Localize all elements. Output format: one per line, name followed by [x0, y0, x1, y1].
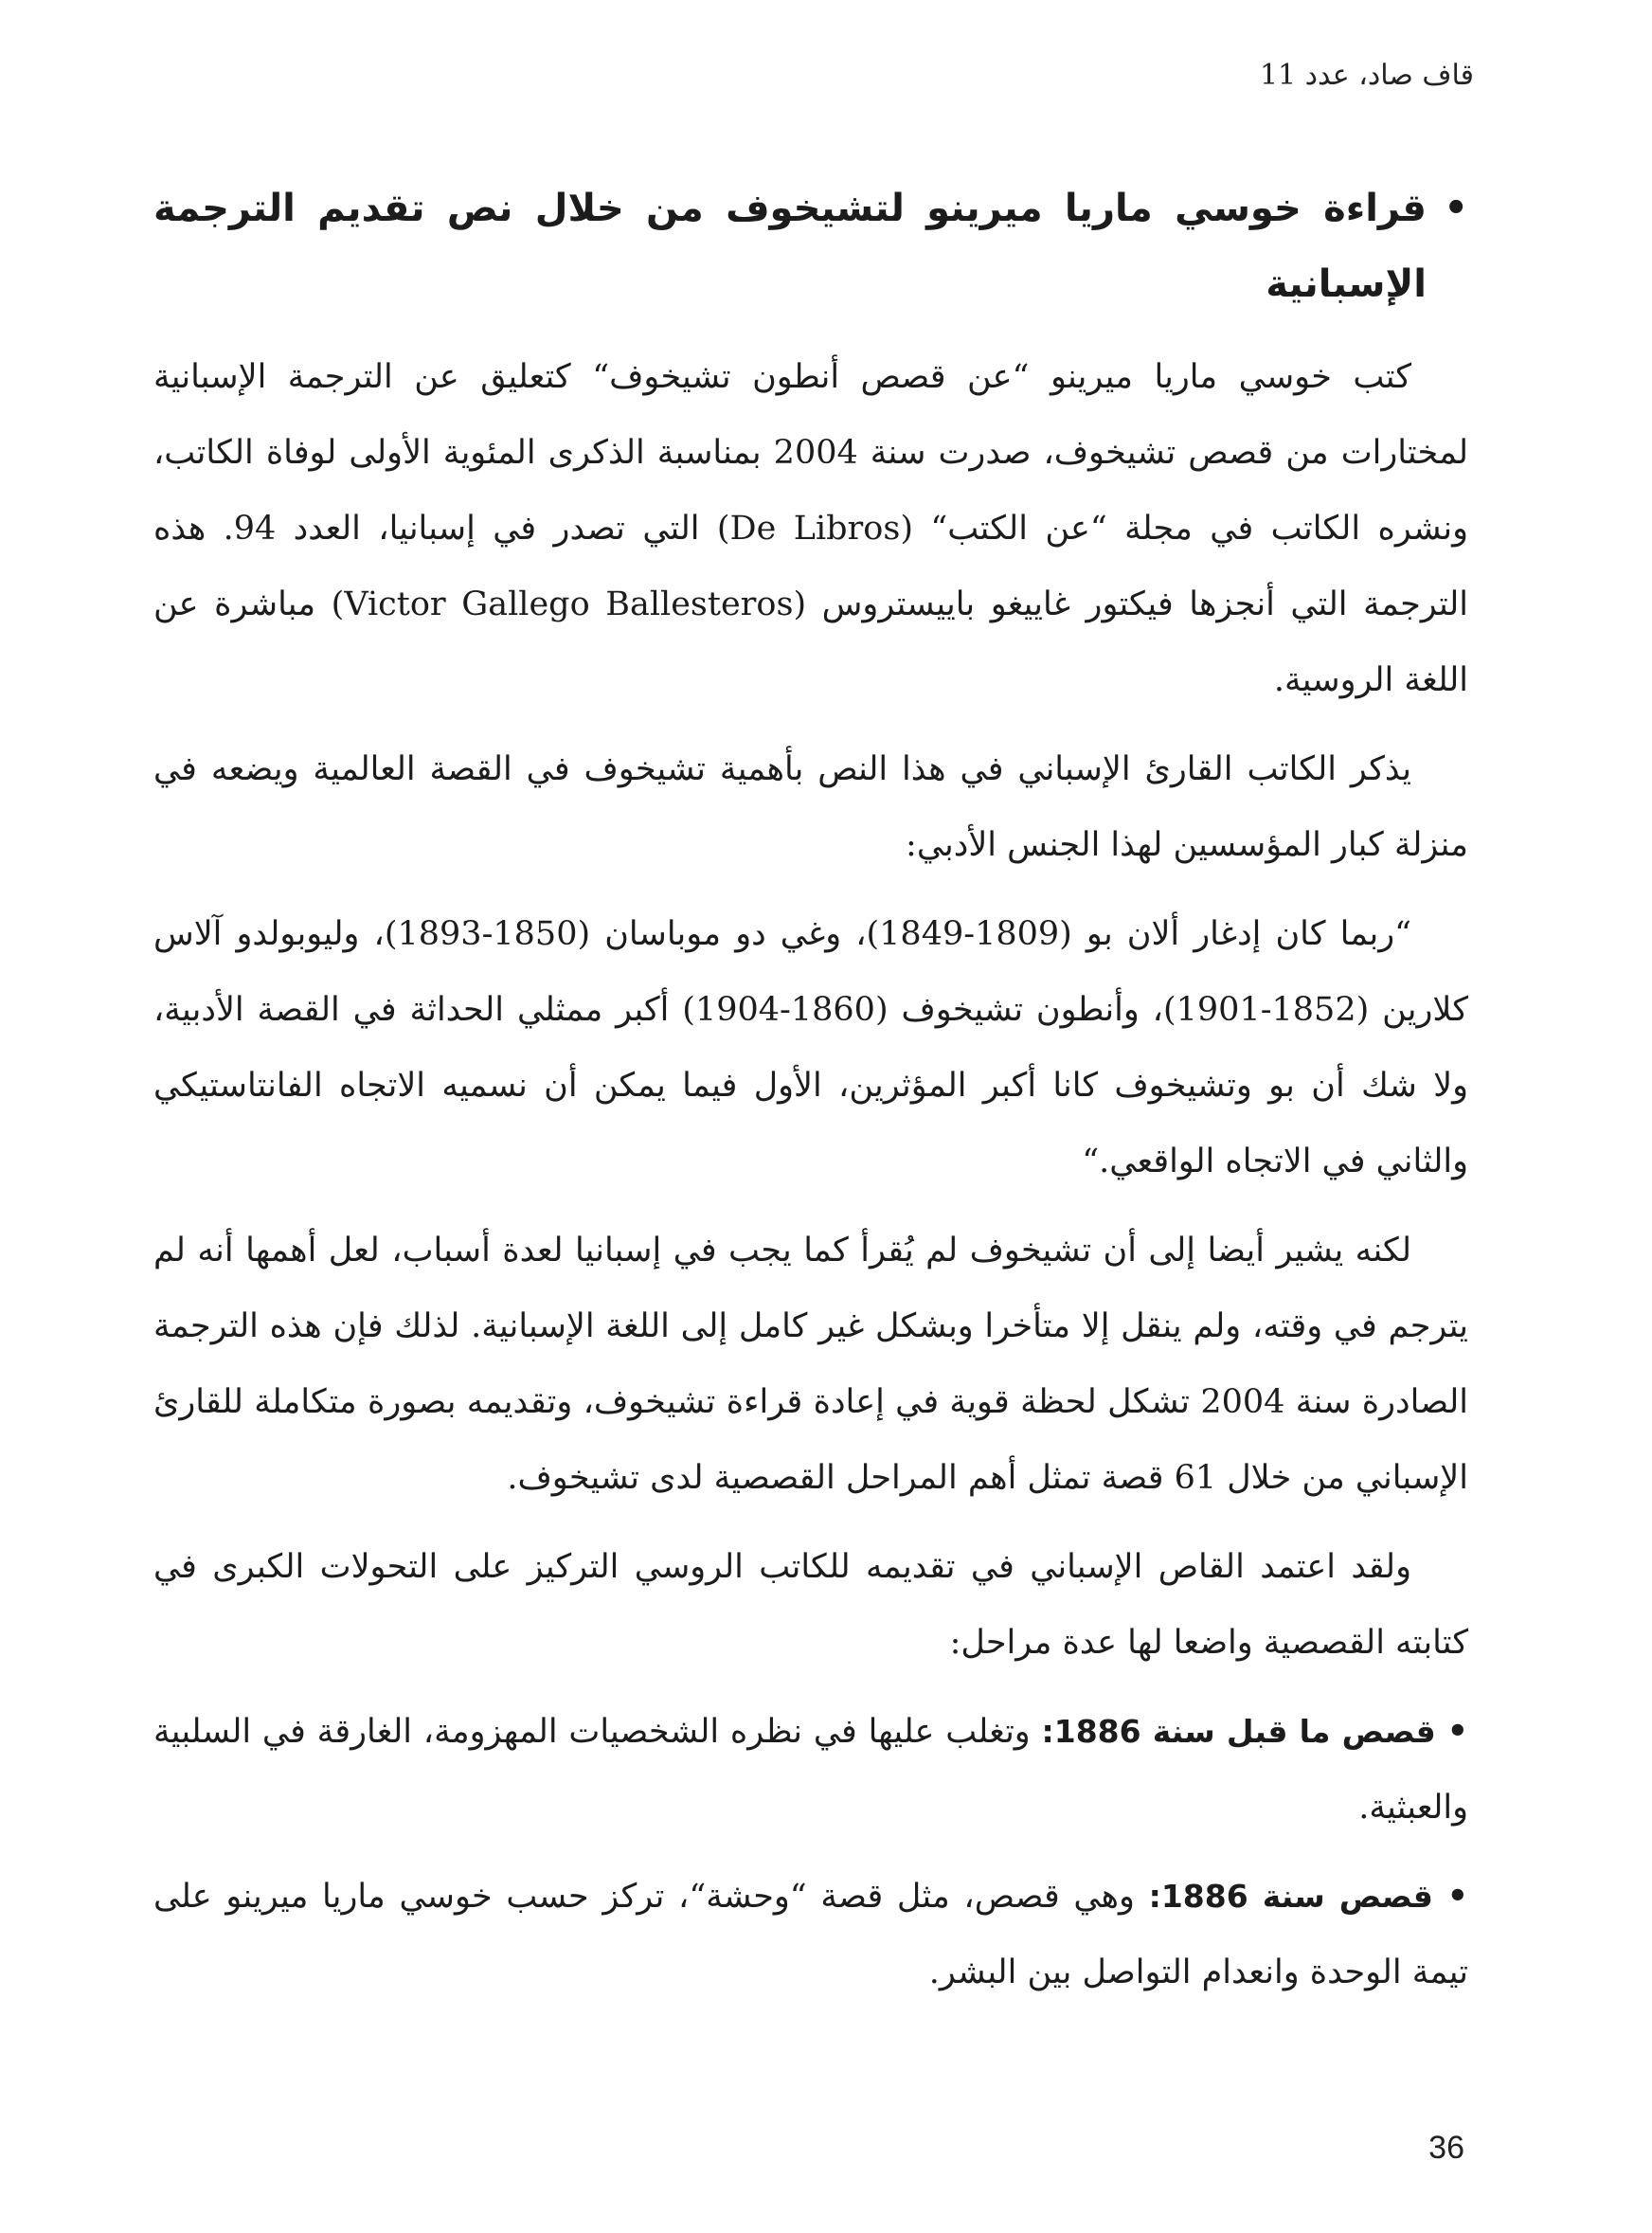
list-item-text: وهي قصص، مثل قصة “وحشة“، تركز حسب خوسي ماريا ميرينو على تيمة الوحدة وانعدام التواصل بين البشر. [153, 1878, 1468, 1991]
page-body [153, 171, 1468, 2024]
section-heading-text: قراءة خوسي ماريا ميرينو لتشيخوف من خلال نص تقديم الترجمة الإسبانية [153, 187, 1427, 306]
paragraph-intro: كتب خوسي ماريا ميرينو “عن قصص أنطون تشيخوف“ كتعليق عن الترجمة الإسبانية لمختارات من قصص تشيخوف، صدرت سنة 2004 بمناسبة الذكرى المئوية الأولى لوفاة الكاتب، ونشره الكاتب في مجلة “عن الكتب“ (De Libros) التي تصدر في إسبانيا، العدد 94. هذه الترجمة التي أنجزها فيكتور غاييغو باييستروس (Victor Gallego Ballesteros) مباشرة عن اللغة الروسية. [153, 358, 1468, 699]
section-heading [153, 171, 1468, 322]
heading-bullet: • [1444, 187, 1468, 230]
list-bullet: • [1446, 1878, 1468, 1916]
list-bullet: • [1446, 1713, 1468, 1751]
paragraph-stages-intro: ولقد اعتمد القاص الإسباني في تقديمه للكاتب الروسي التركيز على التحولات الكبرى في كتابته القصصية واضعا لها عدة مراحل: [153, 1548, 1468, 1662]
list-item-lead: قصص سنة 1886: [1148, 1878, 1433, 1915]
paragraph-quote: “ربما كان إدغار ألان بو (1809-1849)، وغي دو موباسان (1850-1893)، وليوبولدو آلاس كلارين (1852-1901)، وأنطون تشيخوف (1860-1904) أكبر ممثلي الحداثة في القصة الأدبية، ولا شك أن بو وتشيخوف كانا أكبر المؤثرين، الأول فيما يمكن أن نسميه الاتجاه الفانتاستيكي والثاني في الاتجاه الواقعي.“ [153, 915, 1468, 1180]
list-item-text: وتغلب عليها في نظره الشخصيات المهزومة، الغارقة في السلبية والعبثية. [153, 1713, 1468, 1827]
paragraph-importance: يذكر الكاتب القارئ الإسباني في هذا النص بأهمية تشيخوف في القصة العالمية ويضعه في منزلة كبار المؤسسين لهذا الجنس الأدبي: [153, 750, 1468, 864]
paragraph-translation-reasons: لكنه يشير أيضا إلى أن تشيخوف لم يُقرأ كما يجب في إسبانيا لعدة أسباب، لعل أهمها أنه لم يترجم في وقته، ولم ينقل إلا متأخرا وبشكل غير كامل إلى اللغة الإسبانية. لذلك فإن هذه الترجمة الصادرة سنة 2004 تشكل لحظة قوية في إعادة قراءة تشيخوف، وتقديمه بصورة متكاملة للقارئ الإسباني من خلال 61 قصة تمثل أهم المراحل القصصية لدى تشيخوف. [153, 1232, 1469, 1497]
running-header: قاف صاد، عدد 11 [1259, 59, 1474, 92]
list-item [153, 1859, 1468, 2010]
page-number: 36 [1428, 2130, 1464, 2166]
list-item-lead: قصص ما قبل سنة 1886: [1041, 1713, 1436, 1750]
list-item [153, 1694, 1468, 1846]
